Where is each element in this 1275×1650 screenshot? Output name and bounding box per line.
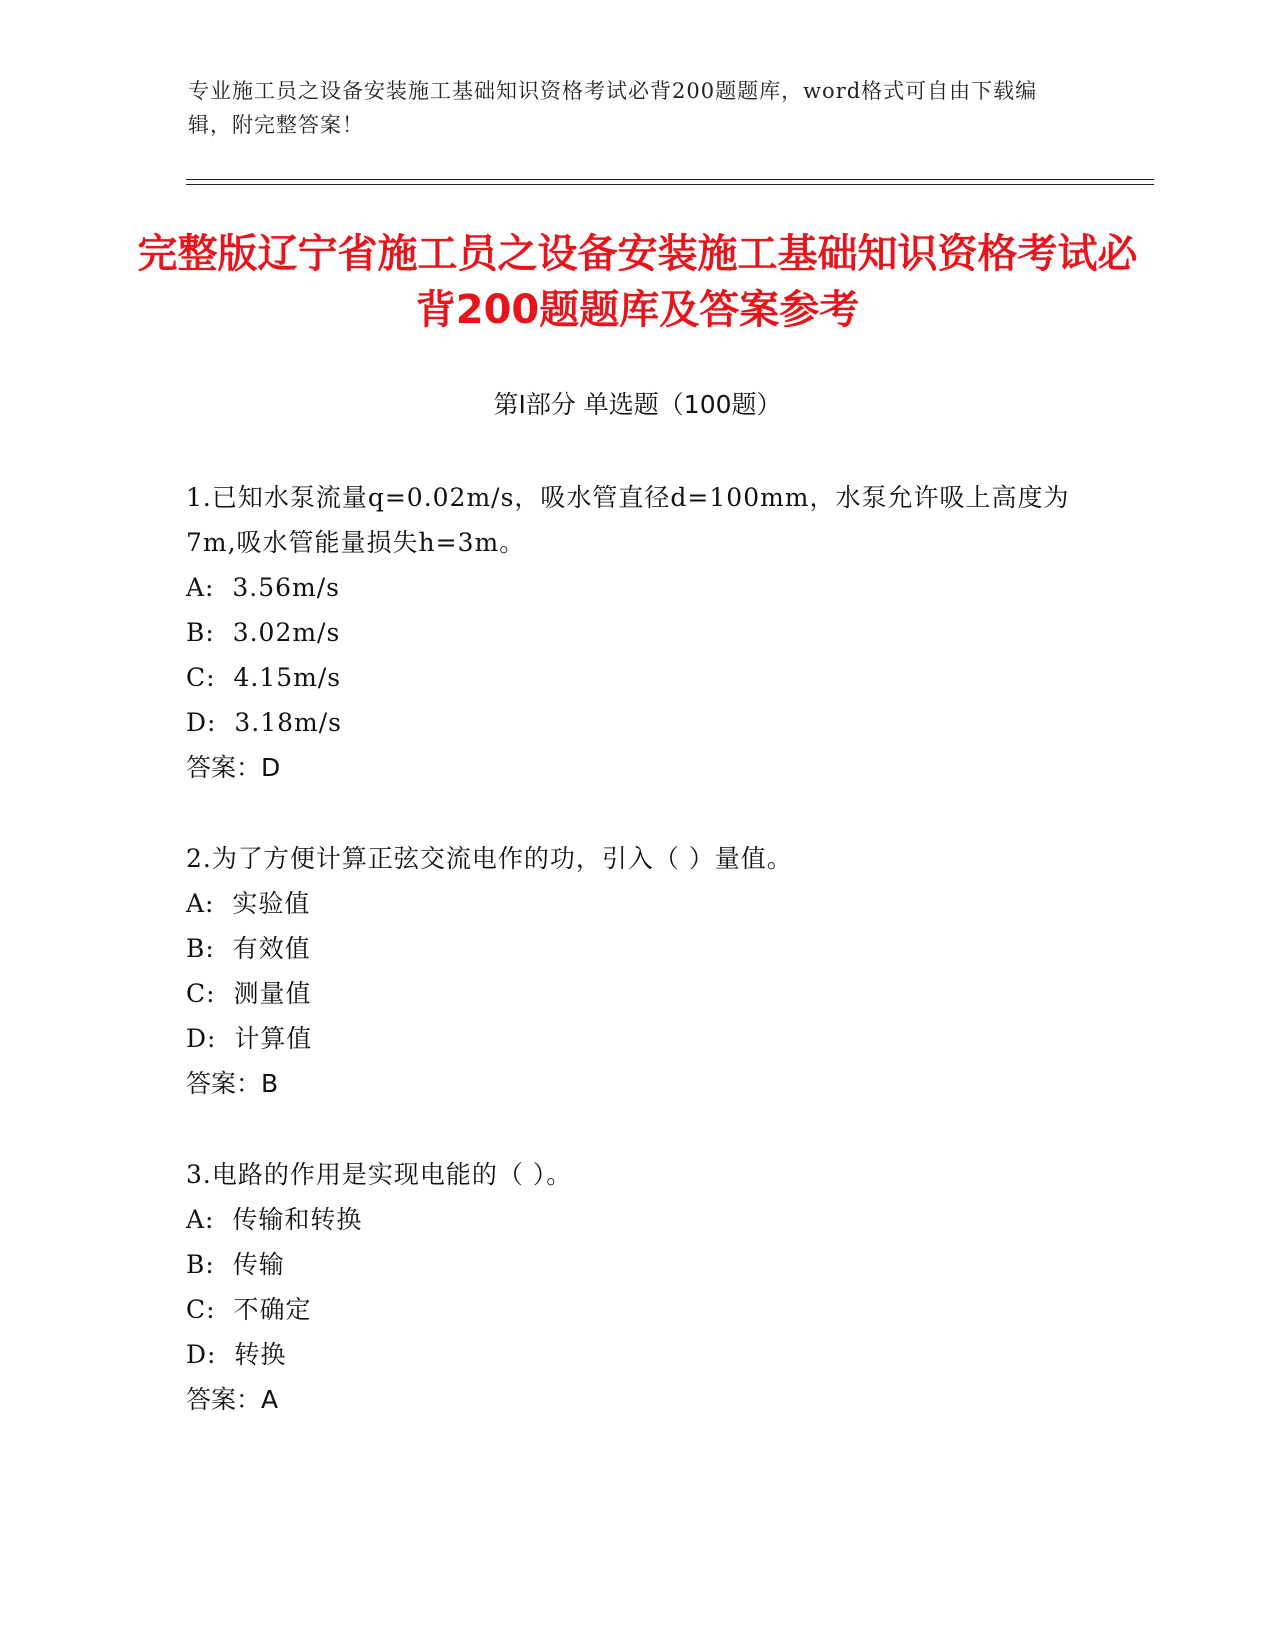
option-b: B: 传输: [186, 1250, 285, 1279]
option-a: A: 实验值: [186, 889, 311, 918]
question-3: [186, 1152, 1086, 1422]
answer: 答案：B: [186, 1069, 279, 1098]
question-list: [186, 475, 1086, 1468]
option-c: C: 不确定: [186, 1295, 312, 1324]
question-2: [186, 836, 1086, 1106]
option-b: B: 有效值: [186, 934, 311, 963]
option-c: C: 测量值: [186, 979, 312, 1008]
option-a: A: 传输和转换: [186, 1205, 363, 1234]
header-divider-top: [186, 179, 1154, 180]
option-c: C: 4.15m/s: [186, 663, 342, 692]
answer: 答案：A: [186, 1385, 279, 1414]
option-b: B: 3.02m/s: [186, 618, 341, 647]
question-1: [186, 475, 1086, 790]
header-note: 专业施工员之设备安装施工基础知识资格考试必背200题题库，word格式可自由下载编辑，附完整答案！: [188, 79, 1038, 137]
question-stem: 2.为了方便计算正弦交流电作的功，引入（ ）量值。: [186, 844, 793, 873]
option-d: D: 计算值: [186, 1024, 313, 1053]
option-a: A: 3.56m/s: [186, 573, 340, 602]
option-d: D: 3.18m/s: [186, 708, 342, 737]
document-title: 完整版辽宁省施工员之设备安装施工基础知识资格考试必背200题题库及答案参考: [137, 231, 1138, 333]
section-title: 第Ⅰ部分 单选题（100题）: [493, 390, 782, 419]
question-stem: 1.已知水泵流量q=0.02m/s，吸水管直径d=100mm，水泵允许吸上高度为7m,吸水管能量损失h=3m。: [186, 483, 1070, 557]
answer: 答案：D: [186, 753, 281, 782]
question-stem: 3.电路的作用是实现电能的（ ）。: [186, 1160, 573, 1189]
header-divider-bottom: [186, 184, 1154, 185]
option-d: D: 转换: [186, 1340, 287, 1369]
